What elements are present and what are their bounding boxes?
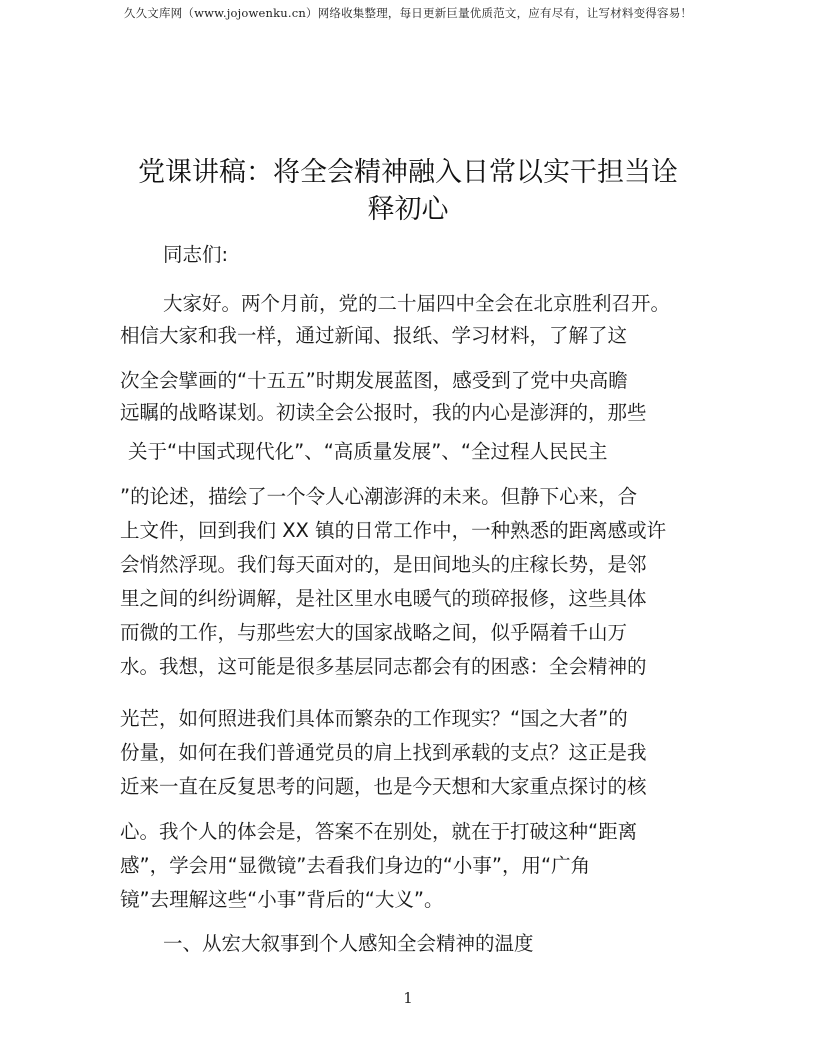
- paragraph-line: 会悄然浮现。我们每天面对的，是田间地头的庄稼长势，是邻: [120, 553, 647, 576]
- paragraph-line: 远瞩的战略谋划。初读全会公报时，我的内心是澎湃的，那些: [120, 401, 647, 424]
- paragraph-line: 关于“中国式现代化”、“高质量发展”、“全过程人民民主: [128, 440, 608, 463]
- paragraph-line: 水。我想，这可能是很多基层同志都会有的困惑：全会精神的: [120, 655, 647, 678]
- title-line-1: 党课讲稿：将全会精神融入日常以实干担当诠: [138, 157, 678, 188]
- paragraph-line: 近来一直在反复思考的问题，也是今天想和大家重点探讨的核: [120, 775, 647, 798]
- paragraph-line: 次全会擘画的“十五五”时期发展蓝图，感受到了党中央高瞻: [120, 369, 628, 392]
- paragraph-line: 上文件，回到我们 XX 镇的日常工作中，一种熟悉的距离感或许: [120, 519, 667, 542]
- section-heading: 一、从宏大叙事到个人感知全会精神的温度: [163, 932, 534, 955]
- paragraph-line: 而微的工作，与那些宏大的国家战略之间，似乎隔着千山万: [120, 621, 628, 644]
- paragraph-line: 相信大家和我一样，通过新闻、报纸、学习材料，了解了这: [120, 324, 628, 347]
- paragraph-line: 光芒，如何照进我们具体而繁杂的工作现实？“国之大者”的: [120, 707, 628, 730]
- paragraph-line: 镜”去理解这些“小事”背后的“大义”。: [120, 888, 444, 911]
- paragraph-line: 心。我个人的体会是，答案不在别处，就在于打破这种“距离: [120, 820, 638, 843]
- paragraph-line: 大家好。两个月前，党的二十届四中全会在北京胜利召开。: [163, 292, 671, 315]
- paragraph-line: 感”，学会用“显微镜”去看我们身边的“小事”，用“广角: [120, 854, 591, 877]
- paragraph-line: ”的论述，描绘了一个令人心潮澎湃的未来。但静下心来，合: [120, 485, 638, 508]
- page-number: 1: [403, 989, 413, 1007]
- document-title: [110, 154, 706, 228]
- paragraph-line: 里之间的纠纷调解，是社区里水电暖气的琐碎报修，这些具体: [120, 587, 647, 610]
- header-note: 久久文库网（www.jojowenku.cn）网络收集整理，每日更新巨量优质范文，应有尽有，让写材料变得容易！: [123, 6, 693, 20]
- title-line-2: 释初心: [367, 194, 449, 225]
- paragraph-line: 份量，如何在我们普通党员的肩上找到承载的支点？这正是我: [120, 741, 647, 764]
- salutation: 同志们:: [163, 243, 229, 266]
